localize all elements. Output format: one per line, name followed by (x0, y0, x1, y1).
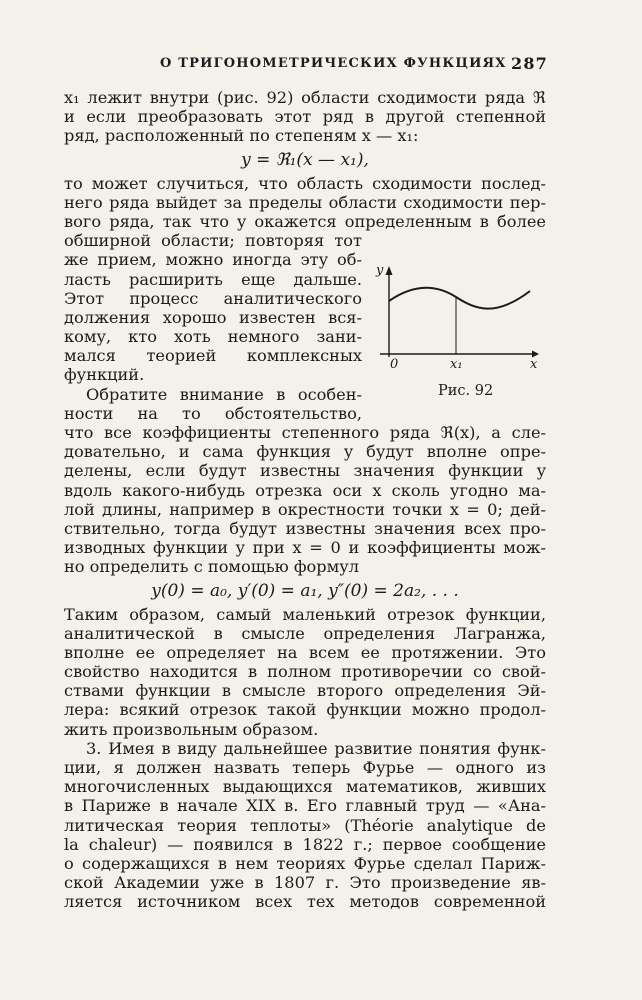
text-line: мался теорией комплексных (64, 346, 362, 366)
text-line: ности на то обстоятельство, (64, 403, 362, 423)
text-line: Таким образом, самый маленький отрезок функции, (64, 604, 546, 624)
text-line: лой длины, например в окрестности точки x = 0; дей- (64, 499, 546, 519)
running-head (64, 52, 548, 76)
text-line: делены, если будут известны значения функции y (64, 461, 546, 481)
text-line: ствительно, тогда будут известны значения всех про- (64, 518, 546, 538)
curve (389, 288, 530, 309)
formula: y = ℜ₁(x — x₁), (241, 149, 369, 170)
text-line: что все коэффициенты степенного ряда ℜ(x), а сле- (64, 423, 546, 442)
figure-caption: Рис. 92 (438, 383, 494, 399)
page-number: 287 (511, 54, 548, 73)
text-line: в Париже в начале XIX в. Его главный труд — «Ана- (64, 796, 546, 816)
body-text (64, 88, 546, 912)
formula: y(0) = a₀, y′(0) = a₁, y″(0) = 2a₂, . . . (151, 580, 459, 601)
text-line: ряд, расположенный по степеням x — x₁: (64, 126, 419, 146)
text-line: la chaleur) — появился в 1822 г.; первое сообщение (64, 834, 546, 854)
running-head-title: О ТРИГОНОМЕТРИЧЕСКИХ ФУНКЦИЯХ (160, 56, 507, 71)
text-line: и если преобразовать этот ряд в другой степенной (64, 107, 546, 127)
text-line: ствами функции в смысле второго определения Эй- (64, 681, 546, 701)
label-x: x (530, 357, 538, 372)
text-line: вого ряда, так что y окажется определенным в более (64, 211, 546, 231)
text-line: 3. Имея в виду дальнейшее развитие понятия функ- (86, 738, 546, 758)
text-line: вдоль какого-нибудь отрезка оси x сколь угодно ма- (64, 480, 546, 500)
text-line: многочисленных выдающихся математиков, живших (64, 777, 546, 797)
text-line: x₁ лежит внутри (рис. 92) области сходимости ряда ℜ (64, 88, 546, 107)
text-line: должения хорошо известен вся- (64, 307, 362, 327)
text-line: обширной области; повторяя тот (64, 231, 362, 251)
text-line: но определить с помощью формул (64, 557, 360, 577)
text-line: литическая теория теплоты» (Théorie analytique de (64, 815, 546, 835)
text-line: ласть расширить еще дальше. (64, 269, 362, 289)
label-origin: 0 (390, 357, 399, 372)
text-line: вполне ее определяет на всем ее протяжении. Это (64, 642, 546, 662)
text-line: же прием, можно иногда эту об- (64, 250, 362, 270)
label-y: y (376, 263, 384, 278)
text-line: ляется источником всех тех методов современной (64, 892, 546, 912)
text-line: о содержащихся в нем теориях Фурье сделал Париж- (64, 853, 546, 873)
text-line: довательно, и сама функция y будут вполне опре- (64, 442, 546, 462)
text-line: аналитической в смысле определения Лагранжа, (64, 623, 546, 643)
label-x1: x₁ (450, 357, 463, 372)
text-line: ции, я должен назвать теперь Фурье — одного из (64, 758, 546, 777)
text-line: лера: всякий отрезок такой функции можно продол- (64, 700, 546, 720)
text-line: жить произвольным образом. (64, 719, 319, 739)
text-line: Этот процесс аналитического (64, 288, 362, 308)
figure-92 (372, 257, 542, 407)
y-axis-arrow (386, 266, 393, 275)
text-line: кому, кто хоть немного зани- (64, 327, 362, 347)
text-line: изводных функции y при x = 0 и коэффициенты мож- (64, 538, 546, 558)
text-line: него ряда выйдет за пределы области сходимости пер- (64, 192, 546, 212)
text-line: свойство находится в полном противоречии со свой- (64, 662, 546, 682)
text-line: ской Академии уже в 1807 г. Это произведение яв- (64, 873, 546, 893)
text-line: Обратите внимание в особен- (86, 384, 362, 404)
text-line: то может случиться, что область сходимости послед- (64, 173, 546, 193)
text-line: функций. (64, 365, 145, 385)
